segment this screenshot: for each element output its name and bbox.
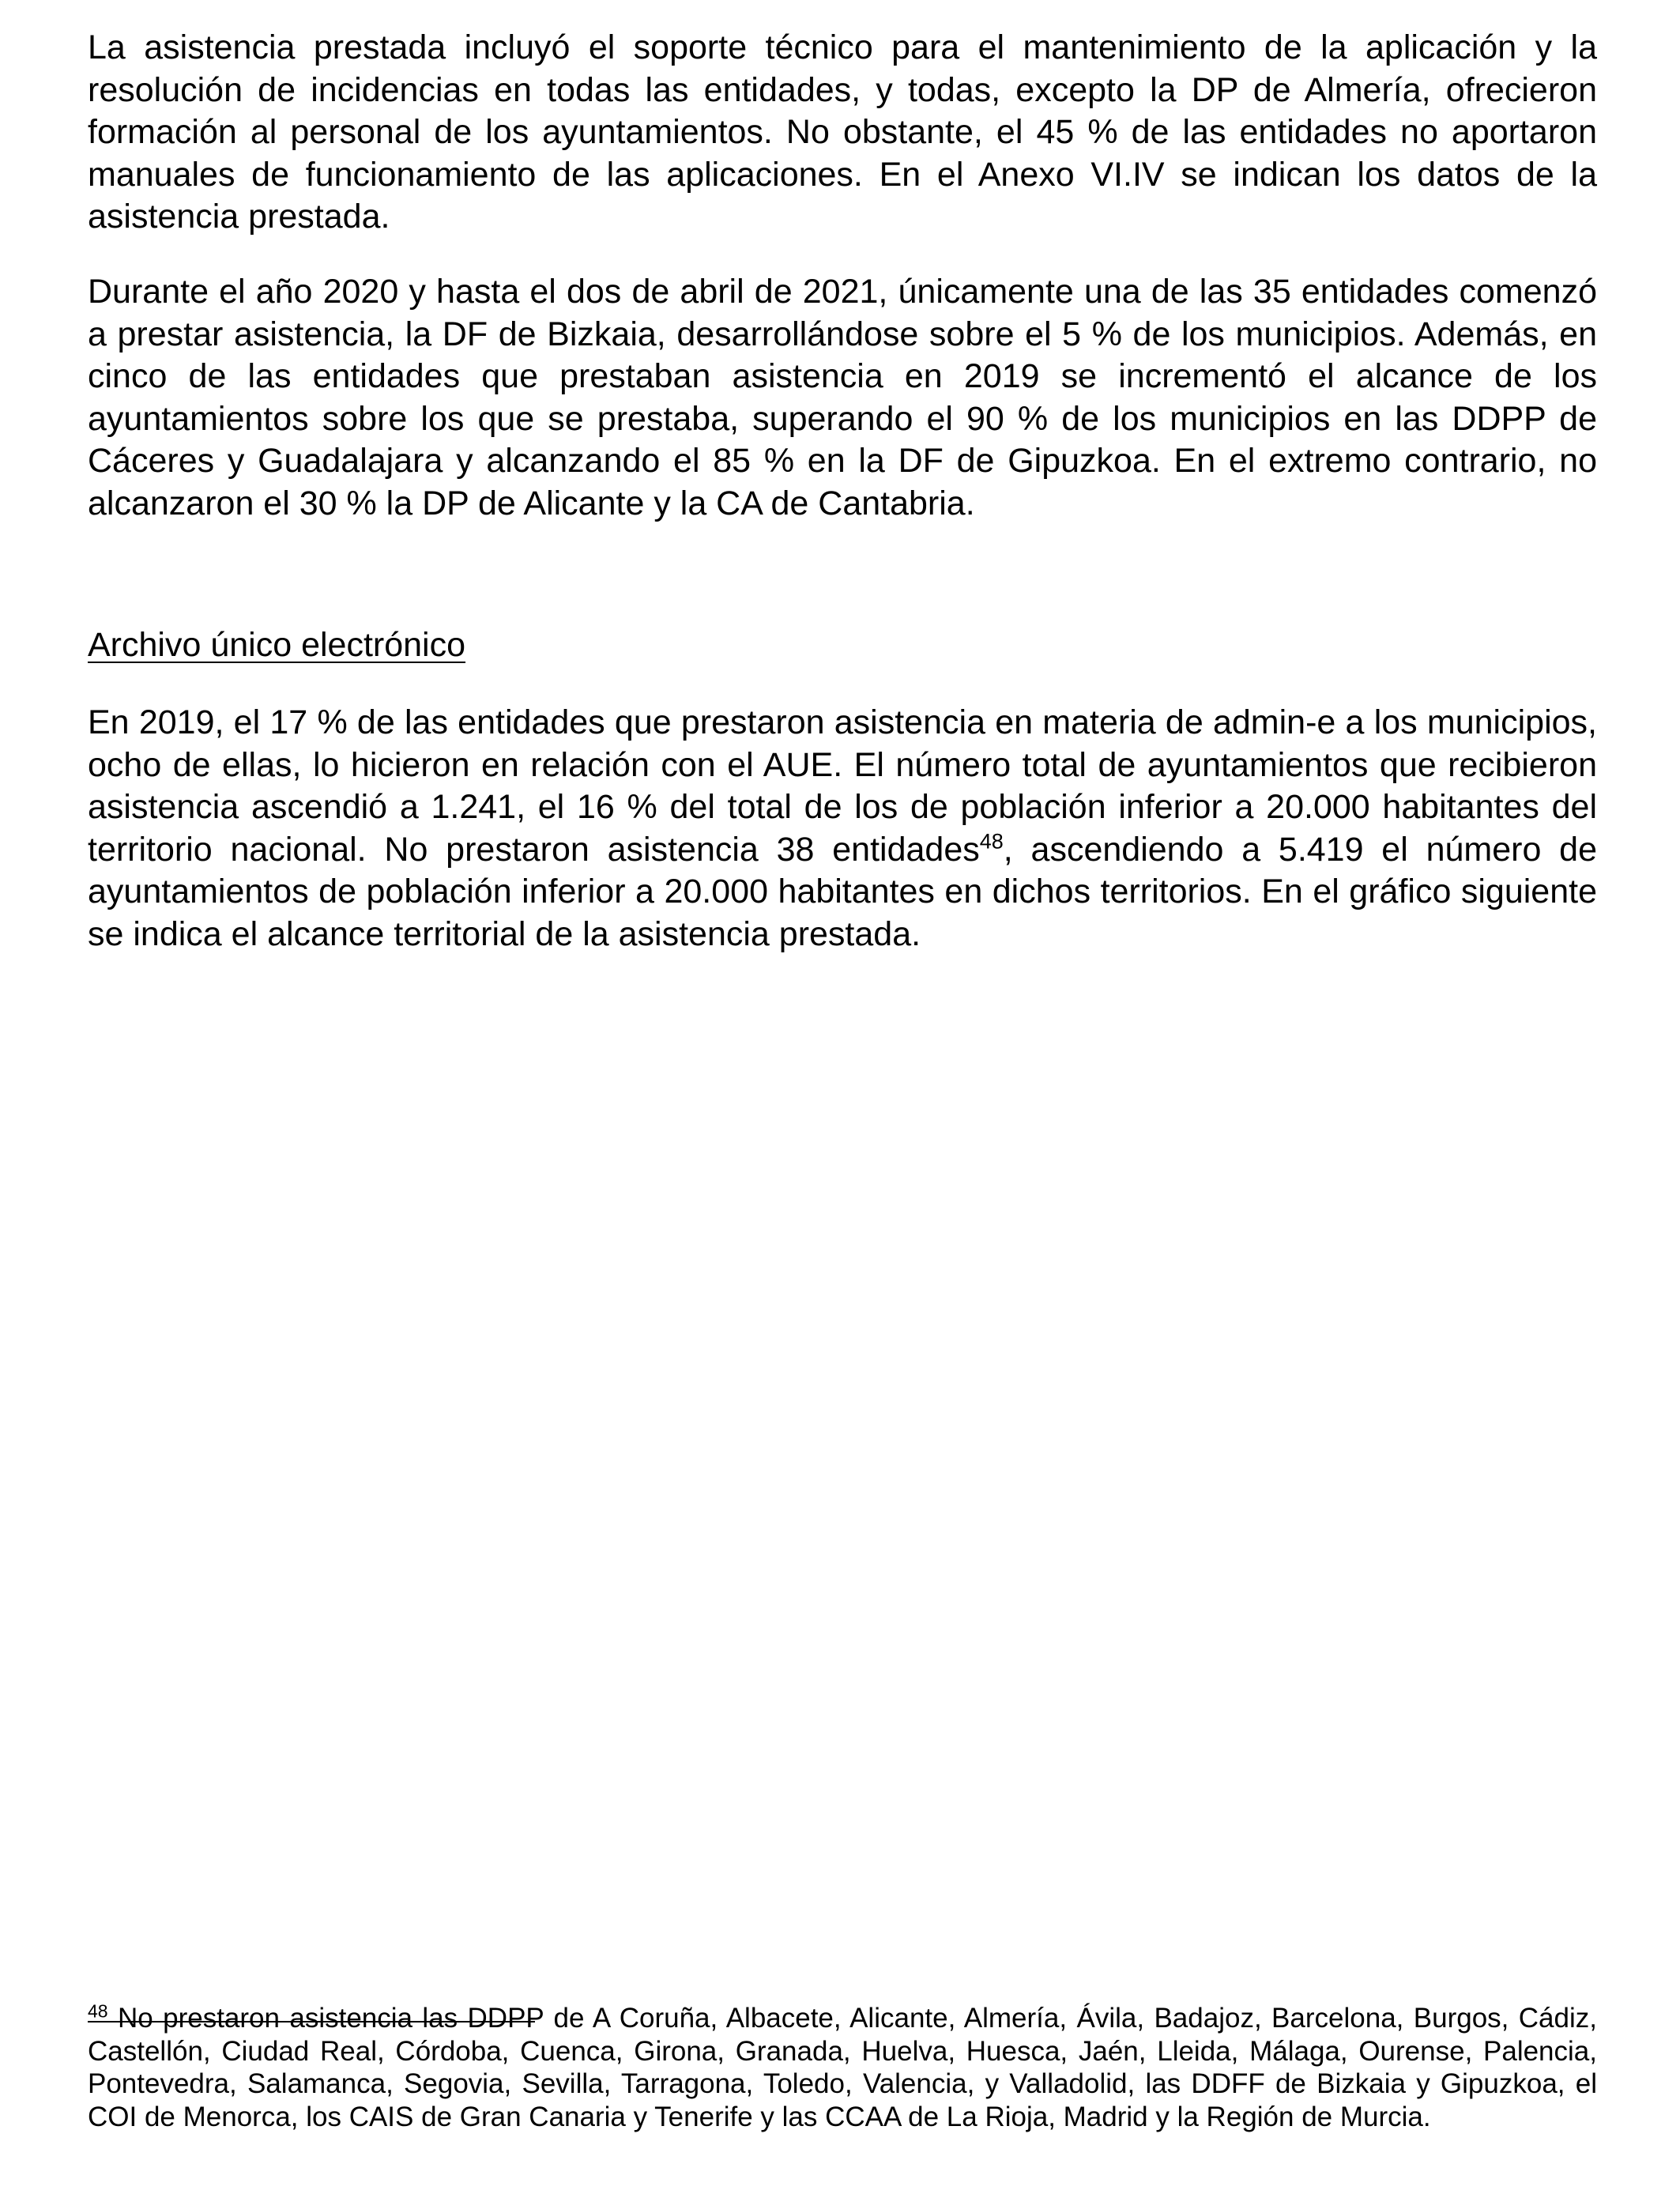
footnote-marker: 48 (88, 2000, 108, 2022)
paragraph-2020-2021-progress: Durante el año 2020 y hasta el dos de abril de 2021, únicamente una de las 35 entidades comenzó a prestar asistencia, la DF de Bizkaia, desarrollándose sobre el 5 % de los municipios. Además, en cinco de las entidades que prestaban asistencia en 2019 se incrementó el alcance de los ayuntamientos sobre los que se prestaba, superando el 90 % de los municipios en las DDPP de Cáceres y Guadalajara y alcanzando el 85 % en la DF de Gipuzkoa. En el extremo contrario, no alcanzaron el 30 % la DP de Alicante y la CA de Cantabria. (88, 273, 1597, 522)
paragraph-aue-text-part-2: , ascendiendo a 5.419 el número de ayuntamientos de población inferior a 20.000 habitantes en dichos territorios. En el gráfico siguiente se indica el alcance territorial de la asistencia prestada. (88, 830, 1597, 953)
paragraph-assistance-support: La asistencia prestada incluyó el soporte técnico para el mantenimiento de la aplicación y la resolución de incidencias en todas las entidades, y todas, excepto la DP de Almería, ofrecieron formación al personal de los ayuntamientos. No obstante, el 45 % de las entidades no aportaron manuales de funcionamiento de las aplicaciones. En el Anexo VI.IV se indican los datos de la asistencia prestada. (88, 28, 1597, 236)
section-heading-archivo-unico: Archivo único electrónico (88, 626, 466, 664)
paragraph-aue-text-part-1: En 2019, el 17 % de las entidades que prestaron asistencia en materia de admin-e a los municipios, ocho de ellas, lo hicieron en relación con el AUE. El número total de ayuntamientos que recibieron asistencia ascendió a 1.241, el 16 % del total de los de población inferior a 20.000 habitantes del territorio nacional. No prestaron asistencia 38 entidades (88, 703, 1597, 869)
footnote-reference-48[interactable]: 48 (979, 829, 1004, 854)
footnote-text: No prestaron asistencia las DDPP de A Coruña, Albacete, Alicante, Almería, Ávila, Badajoz, Barcelona, Burgos, Cádiz, Castellón, Ciudad Real, Córdoba, Cuenca, Girona, Granada, Huelva, Huesca, Jaén, Lleida, Málaga, Ourense, Palencia, Pontevedra, Salamanca, Segovia, Sevilla, Tarragona, Toledo, Valencia, y Valladolid, las DDFF de Bizkaia y Gipuzkoa, el COI de Menorca, los CAIS de Gran Canaria y Tenerife y las CCAA de La Rioja, Madrid y la Región de Murcia. (88, 2003, 1597, 2132)
paragraph-aue-assistance (88, 702, 1597, 956)
footnote-48 (88, 2002, 1597, 2133)
